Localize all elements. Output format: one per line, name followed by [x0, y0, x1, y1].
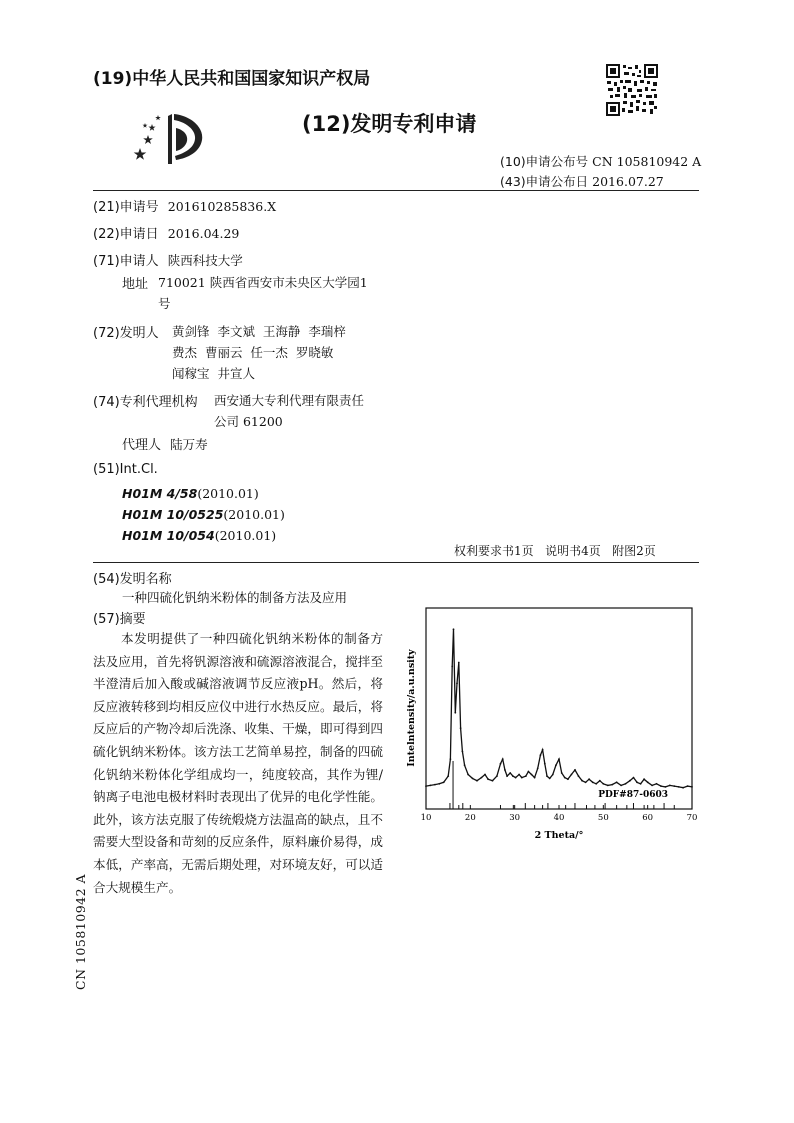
- data-point: [567, 778, 569, 780]
- data-point: [588, 778, 590, 780]
- data-point: [616, 781, 618, 783]
- data-point: [571, 774, 573, 776]
- ipc-code: H01M 10/054: [122, 528, 215, 543]
- publication-date-label: (43)申请公布日: [500, 174, 589, 189]
- data-point: [464, 764, 466, 766]
- publication-number: CN 105810942 A: [592, 154, 702, 169]
- data-point: [555, 764, 557, 766]
- data-point: [472, 778, 474, 780]
- xrd-pattern-line: [426, 629, 692, 787]
- data-point: [534, 777, 536, 779]
- inventors-line-2: 费杰 曹丽云 任一杰 罗晓敏: [172, 345, 334, 360]
- data-point: [458, 662, 460, 664]
- x-tick-label: 70: [686, 813, 698, 823]
- ipc-entry: [122, 483, 259, 502]
- agent-row: [122, 434, 208, 453]
- data-point: [549, 778, 551, 780]
- data-point: [434, 784, 436, 786]
- data-point: [450, 758, 452, 760]
- x-tick-label: 60: [642, 813, 654, 823]
- data-point: [660, 785, 662, 787]
- data-point: [509, 772, 511, 774]
- ipc-entry: [122, 504, 285, 523]
- data-point: [647, 781, 649, 783]
- data-point: [678, 786, 680, 788]
- data-point: [487, 778, 489, 780]
- header-divider: [93, 190, 699, 191]
- page-count-summary: 权利要求书1页 说明书4页 附图2页: [454, 544, 656, 558]
- applicant-label: (71)申请人: [93, 254, 159, 269]
- ipc-version: (2010.01): [223, 507, 285, 522]
- agency-line-1: 西安通大专利代理有限责任: [214, 393, 365, 408]
- applicant-row: [93, 250, 243, 269]
- data-point: [682, 787, 684, 789]
- data-point: [599, 780, 601, 782]
- data-point: [643, 778, 645, 780]
- data-point: [502, 758, 504, 760]
- applicant: 陕西科技大学: [167, 253, 243, 268]
- address-line-1: 710021 陕西省西安市未央区大学园1: [158, 275, 368, 290]
- filing-date-label: (22)申请日: [93, 227, 159, 242]
- side-publication-number: CN 105810942 A: [73, 873, 88, 990]
- cnipa-emblem-icon: [132, 108, 208, 168]
- agent-label: 代理人: [122, 438, 162, 453]
- abstract-text: 本发明提供了一种四硫化钒纳米粉体的制备方法及应用，首先将钒源溶液和硫源溶液混合，搅拌至半澄清后加入酸或碱溶液调节反应液pH。然后，将反应液转移到均相反应仪中进行水热反应。最后，将反应后的产物冷却后洗涤、收集、干燥，即可得到四硫化钒纳米粉体。该方法工艺简单易控，制备的四硫化钒纳米粉体化学组成均一，纯度较高，其作为锂/钠离子电池电极材料时表现出了优异的电化学性能。此外，该方法克服了传统煅烧方法温高的缺点，且不需要大型设备和苛刻的反应条件，原料廉价易得，成本低，产率高，无需后期处理，对环境友好，可以适合大规模生产。: [93, 631, 383, 895]
- agent: 陆万寿: [170, 437, 208, 452]
- data-point: [564, 777, 566, 779]
- data-point: [558, 758, 560, 760]
- data-point: [506, 775, 508, 777]
- inventors-line-3: 闻稼宝 井宣人: [172, 366, 255, 381]
- data-point: [484, 774, 486, 776]
- data-point: [456, 683, 458, 685]
- data-point: [574, 769, 576, 771]
- x-tick-label: 40: [553, 813, 565, 823]
- data-point: [447, 775, 449, 777]
- data-point: [476, 780, 478, 782]
- application-number-label: (21)申请号: [93, 200, 159, 215]
- data-point: [544, 763, 546, 765]
- agency-line-2: 公司 61200: [214, 414, 283, 429]
- data-point: [629, 780, 631, 782]
- data-point: [496, 775, 498, 777]
- x-tick-label: 20: [464, 813, 476, 823]
- data-point: [537, 768, 539, 770]
- filing-date-row: [93, 223, 239, 242]
- data-point: [542, 749, 544, 751]
- data-point: [492, 780, 494, 782]
- data-point: [515, 777, 517, 779]
- application-number-row: [93, 196, 276, 215]
- data-point: [561, 772, 563, 774]
- xrd-chart: [400, 600, 700, 845]
- invention-title: 一种四硫化钒纳米粉体的制备方法及应用: [122, 590, 348, 605]
- data-point: [528, 771, 530, 773]
- data-point: [443, 781, 445, 783]
- data-point: [454, 712, 456, 714]
- data-point: [425, 785, 427, 787]
- inventors-line-1: 黄剑锋 李文斌 王海静 李瑞梓: [172, 324, 346, 339]
- data-point: [518, 774, 520, 776]
- x-tick-label: 50: [597, 813, 609, 823]
- ipc-code: H01M 4/58: [122, 486, 198, 501]
- ipc-version: (2010.01): [214, 528, 277, 543]
- abstract-label: (57)摘要: [93, 612, 146, 627]
- data-point: [687, 785, 689, 787]
- data-point: [521, 777, 523, 779]
- data-point: [595, 783, 597, 785]
- data-point: [640, 783, 642, 785]
- plot-frame: [426, 608, 692, 809]
- data-point: [620, 785, 622, 787]
- data-point: [656, 783, 658, 785]
- data-point: [592, 781, 594, 783]
- data-point: [438, 783, 440, 785]
- data-point: [430, 785, 432, 787]
- data-point: [611, 784, 613, 786]
- publication-number-row: [500, 152, 701, 170]
- filing-date: 2016.04.29: [167, 226, 240, 241]
- data-point: [552, 774, 554, 776]
- data-point: [669, 785, 671, 787]
- data-point: [651, 785, 653, 787]
- ipc-code: H01M 10/0525: [122, 507, 224, 522]
- data-point: [540, 754, 542, 756]
- data-point: [625, 783, 627, 785]
- y-axis-label: Intelntensity/a.u.nsity: [406, 649, 417, 767]
- data-point: [546, 775, 548, 777]
- data-point: [525, 775, 527, 777]
- ipc-entry: [122, 525, 276, 544]
- address-label: 地址: [122, 277, 149, 292]
- invention-title-label: (54)发明名称: [93, 572, 172, 587]
- data-point: [481, 777, 483, 779]
- data-point: [453, 628, 455, 630]
- data-point: [665, 786, 667, 788]
- data-point: [602, 783, 604, 785]
- qr-code-icon: [606, 64, 658, 116]
- data-point: [512, 775, 514, 777]
- data-point: [504, 769, 506, 771]
- data-point: [633, 777, 635, 779]
- publication-number-label: (10)申请公布号: [500, 154, 589, 169]
- x-tick-label: 30: [509, 813, 521, 823]
- address-line-2: 号: [158, 296, 171, 311]
- data-point: [585, 781, 587, 783]
- data-point: [673, 785, 675, 787]
- office-name: (19)中华人民共和国国家知识产权局: [93, 69, 371, 89]
- publication-date: 2016.07.27: [592, 174, 664, 189]
- data-point: [460, 727, 462, 729]
- data-point: [581, 780, 583, 782]
- x-tick-label: 10: [420, 813, 432, 823]
- data-point: [500, 763, 502, 765]
- data-point: [607, 785, 609, 787]
- inventors-label: (72)发明人: [93, 326, 159, 341]
- data-point: [578, 775, 580, 777]
- int-cl-label: (51)Int.Cl.: [93, 462, 158, 477]
- agency-label: (74)专利代理机构: [93, 395, 198, 410]
- biblio-divider: [93, 562, 699, 563]
- reference-pdf-label: PDF#87-0603: [598, 790, 668, 800]
- document-type: (12)发明专利申请: [302, 112, 477, 136]
- data-point: [467, 774, 469, 776]
- data-point: [462, 751, 464, 753]
- data-point: [691, 786, 693, 788]
- data-point: [451, 666, 453, 668]
- data-point: [531, 774, 533, 776]
- x-axis-label: 2 Theta/°: [534, 830, 584, 841]
- application-number: 201610285836.X: [167, 199, 277, 214]
- ipc-version: (2010.01): [197, 486, 259, 501]
- publication-date-row: [500, 172, 664, 190]
- data-point: [636, 781, 638, 783]
